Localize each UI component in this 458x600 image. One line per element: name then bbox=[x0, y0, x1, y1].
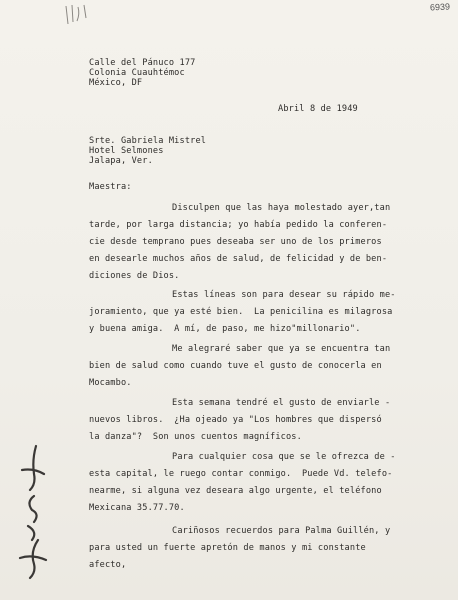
body-line: Mexicana 35.77.70. bbox=[89, 503, 185, 513]
body-line: nuevos libros. ¿Ha ojeado ya "Los hombres que dispersó bbox=[89, 415, 382, 425]
body-line: esta capital, le ruego contar conmigo. Puede Vd. telefo- bbox=[89, 469, 393, 479]
body-line: en desearle muchos años de salud, de felicidad y de ben- bbox=[89, 254, 388, 264]
body-line: diciones de Dios. bbox=[89, 271, 180, 281]
letter-date: Abril 8 de 1949 bbox=[278, 104, 358, 114]
sender-address-line-3: México, DF bbox=[89, 78, 143, 88]
recipient-line-3: Jalapa, Ver. bbox=[89, 156, 153, 166]
body-line: afecto, bbox=[89, 560, 127, 570]
body-line: y buena amiga. A mí, de paso, me hizo"millonario". bbox=[89, 324, 361, 334]
body-line: cie desde temprano pues deseaba ser uno de los primeros bbox=[89, 237, 382, 247]
body-line: Estas líneas son para desear su rápido me- bbox=[172, 290, 396, 300]
body-line: Esta semana tendré el gusto de enviarle - bbox=[172, 398, 391, 408]
body-line: Mocambo. bbox=[89, 378, 132, 388]
salutation: Maestra: bbox=[89, 182, 132, 192]
sender-address-line-2: Colonia Cuauhtémoc bbox=[89, 68, 185, 78]
body-line: para usted un fuerte apretón de manos y mi constante bbox=[89, 543, 366, 553]
body-line: Cariñosos recuerdos para Palma Guillén, y bbox=[172, 526, 391, 536]
body-line: Me alegraré saber que ya se encuentra tan bbox=[172, 344, 391, 354]
body-line: Disculpen que las haya molestado ayer,tan bbox=[172, 203, 391, 213]
body-line: nearme, si alguna vez deseara algo urgente, el teléfono bbox=[89, 486, 382, 496]
recipient-line-1: Srte. Gabriela Mistrel bbox=[89, 136, 207, 146]
body-line: Para cualquier cosa que se le ofrezca de - bbox=[172, 452, 396, 462]
body-line: la danza"? Son unos cuentos magníficos. bbox=[89, 432, 302, 442]
body-line: bien de salud como cuando tuve el gusto de conocerla en bbox=[89, 361, 382, 371]
sender-address-line-1: Calle del Pánuco 177 bbox=[89, 58, 196, 68]
handwritten-signature-icon bbox=[12, 440, 52, 580]
archive-number: 6939 bbox=[429, 1, 451, 13]
body-line: tarde, por larga distancia; yo había pedido la conferen- bbox=[89, 220, 388, 230]
recipient-line-2: Hotel Selmones bbox=[89, 146, 164, 156]
body-line: joramiento, que ya esté bien. La penicilina es milagrosa bbox=[89, 307, 393, 317]
pencil-mark-icon bbox=[62, 2, 92, 28]
